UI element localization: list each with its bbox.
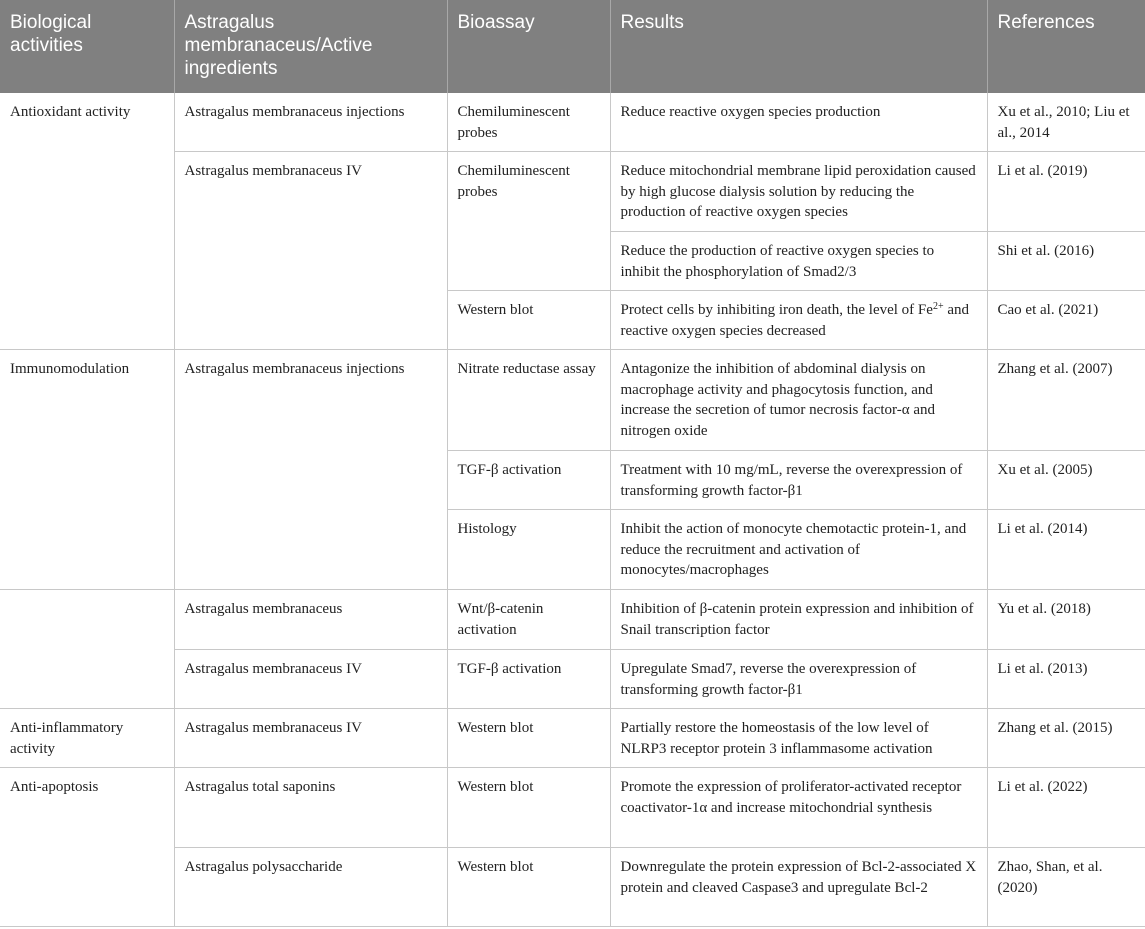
cell-activity: Anti-inflammatory activity	[0, 709, 174, 768]
cell-result: Antagonize the inhibition of abdominal dialysis on macrophage activity and phagocytosis function, and increase the secretion of tumor necrosis factor-α and nitrogen oxide	[610, 350, 987, 451]
cell-ingredient: Astragalus membranaceus IV	[174, 709, 447, 768]
cell-reference: Zhang et al. (2015)	[987, 709, 1145, 768]
table-header	[0, 0, 1145, 93]
table-row	[0, 350, 1145, 451]
cell-ingredient: Astragalus total saponins	[174, 768, 447, 848]
result-text: Protect cells by inhibiting iron death, the level of Fe	[620, 302, 933, 318]
cell-ingredient: Astragalus membranaceus injections	[174, 93, 447, 152]
cell-reference: Li et al. (2022)	[987, 768, 1145, 848]
cell-ingredient: Astragalus polysaccharide	[174, 848, 447, 927]
cell-bioassay: Chemiluminescent probes	[447, 152, 610, 291]
cell-bioassay: Nitrate reductase assay	[447, 350, 610, 451]
table-body	[0, 93, 1145, 927]
cell-reference: Cao et al. (2021)	[987, 291, 1145, 350]
cell-bioassay: Western blot	[447, 848, 610, 927]
cell-result	[610, 291, 987, 350]
table-row	[0, 93, 1145, 152]
cell-reference: Li et al. (2013)	[987, 650, 1145, 709]
header-results: Results	[610, 0, 987, 93]
cell-result: Treatment with 10 mg/mL, reverse the overexpression of transforming growth factor-β1	[610, 451, 987, 510]
cell-reference: Zhao, Shan, et al. (2020)	[987, 848, 1145, 927]
cell-bioassay: Western blot	[447, 768, 610, 848]
cell-activity: Anti-apoptosis	[0, 768, 174, 927]
cell-ingredient: Astragalus membranaceus IV	[174, 152, 447, 350]
cell-activity: Immunomodulation	[0, 350, 174, 590]
cell-reference: Li et al. (2019)	[987, 152, 1145, 232]
cell-bioassay: Western blot	[447, 709, 610, 768]
cell-bioassay: TGF-β activation	[447, 451, 610, 510]
cell-result: Downregulate the protein expression of Bcl-2-associated X protein and cleaved Caspase3 and upregulate Bcl-2	[610, 848, 987, 927]
cell-result: Upregulate Smad7, reverse the overexpression of transforming growth factor-β1	[610, 650, 987, 709]
header-biological-activities: Biological activities	[0, 0, 174, 93]
cell-result: Inhibition of β-catenin protein expression and inhibition of Snail transcription factor	[610, 590, 987, 650]
cell-reference: Li et al. (2014)	[987, 510, 1145, 590]
cell-bioassay: Histology	[447, 510, 610, 590]
cell-result: Reduce the production of reactive oxygen species to inhibit the phosphorylation of Smad2/3	[610, 232, 987, 291]
cell-result: Partially restore the homeostasis of the low level of NLRP3 receptor protein 3 inflammasome activation	[610, 709, 987, 768]
result-text: and reactive oxygen species decreased	[620, 302, 969, 339]
cell-reference: Xu et al., 2010; Liu et al., 2014	[987, 93, 1145, 152]
cell-bioassay: Chemiluminescent probes	[447, 93, 610, 152]
cell-result: Reduce mitochondrial membrane lipid peroxidation caused by high glucose dialysis solution by reducing the production of reactive oxygen species	[610, 152, 987, 232]
cell-ingredient: Astragalus membranaceus IV	[174, 650, 447, 709]
cell-reference: Xu et al. (2005)	[987, 451, 1145, 510]
cell-activity: Antioxidant activity	[0, 93, 174, 350]
cell-ingredient: Astragalus membranaceus	[174, 590, 447, 650]
cell-bioassay: Wnt/β-catenin activation	[447, 590, 610, 650]
cell-reference: Shi et al. (2016)	[987, 232, 1145, 291]
header-bioassay: Bioassay	[447, 0, 610, 93]
cell-ingredient: Astragalus membranaceus injections	[174, 350, 447, 590]
cell-reference: Yu et al. (2018)	[987, 590, 1145, 650]
header-references: References	[987, 0, 1145, 93]
header-row	[0, 0, 1145, 93]
header-active-ingredients: Astragalus membranaceus/Active ingredients	[174, 0, 447, 93]
table-row	[0, 768, 1145, 848]
cell-reference: Zhang et al. (2007)	[987, 350, 1145, 451]
cell-bioassay: Western blot	[447, 291, 610, 350]
table-row	[0, 709, 1145, 768]
cell-result: Reduce reactive oxygen species production	[610, 93, 987, 152]
cell-result: Inhibit the action of monocyte chemotactic protein-1, and reduce the recruitment and activation of monocytes/macrophages	[610, 510, 987, 590]
cell-activity	[0, 590, 174, 709]
cell-bioassay: TGF-β activation	[447, 650, 610, 709]
table-row	[0, 590, 1145, 650]
cell-result: Promote the expression of proliferator-activated receptor coactivator-1α and increase mitochondrial synthesis	[610, 768, 987, 848]
iron-superscript: 2+	[932, 301, 944, 312]
